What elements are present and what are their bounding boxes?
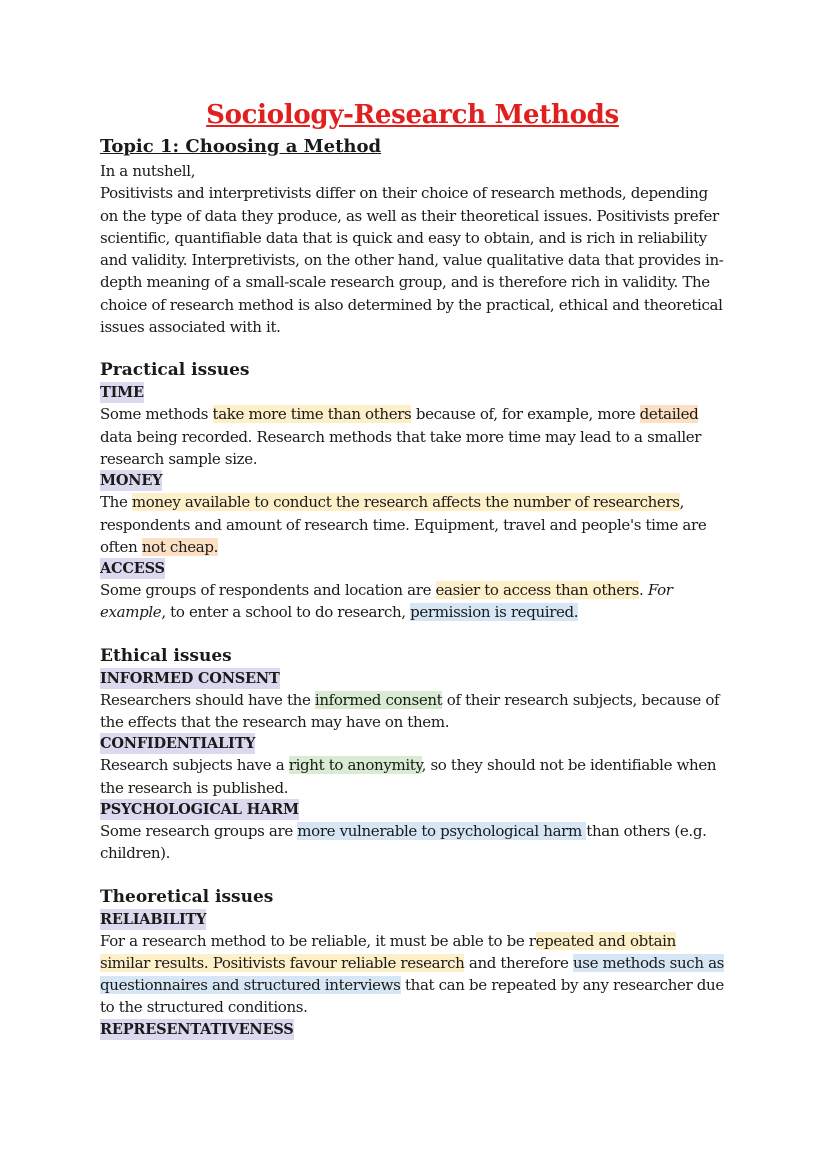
topic-heading: Topic 1: Choosing a Method <box>100 136 382 157</box>
issue-label: REPRESENTATIVENESS <box>100 1020 294 1038</box>
text-span: , so they should not be identifiable when the research is published. <box>100 756 717 797</box>
paragraph <box>100 930 725 1019</box>
paragraph <box>100 403 725 470</box>
highlighted-text: detailed <box>639 405 699 424</box>
issue-label-row <box>100 382 725 403</box>
paragraph <box>100 689 725 734</box>
intro <box>100 160 725 338</box>
paragraph <box>100 491 725 558</box>
document-page <box>100 98 725 1040</box>
issue-label-row <box>100 470 725 491</box>
text-span: , respondents and amount of research time. Equipment, travel and people's time are often <box>100 493 707 556</box>
highlighted-text: right to anonymity <box>288 756 422 775</box>
text-span: In a nutshell, <box>100 162 196 180</box>
issue-label: MONEY <box>100 472 163 490</box>
text-span: Some methods <box>100 405 213 424</box>
section-heading: Theoretical issues <box>100 886 274 907</box>
highlighted-text: money available to conduct the research affects the number of researchers <box>131 493 680 512</box>
text-span: because of, for example, more <box>411 405 640 424</box>
text-span: Research subjects have a <box>100 756 289 775</box>
paragraph <box>100 579 725 624</box>
issue-label-row <box>100 909 725 930</box>
text-span: For a research method to be reliable, it must be able to be r <box>100 931 536 950</box>
highlighted-text: not cheap. <box>141 537 219 556</box>
text-span: Some research groups are <box>100 821 298 840</box>
highlighted-text: take more time than others <box>212 405 412 424</box>
issue-label: RELIABILITY <box>100 910 207 928</box>
text-span: Researchers should have the <box>100 690 315 709</box>
text-span: that can be repeated by any researcher due to the structured conditions. <box>100 976 724 1017</box>
text-span: The <box>100 493 132 512</box>
paragraph <box>100 754 725 799</box>
highlighted-text: permission is required. <box>410 603 579 622</box>
paragraph <box>100 820 725 865</box>
section-heading: Ethical issues <box>100 645 232 666</box>
paragraph <box>100 182 725 338</box>
highlighted-text: epeated and obtain similar results. Positivists favour reliable research <box>100 931 676 972</box>
text-span: than others (e.g. children). <box>100 821 707 863</box>
text-span: Some groups of respondents and location are <box>100 581 436 600</box>
issue-label-row <box>100 733 725 754</box>
issue-label-row <box>100 1019 725 1040</box>
text-span: data being recorded. Research methods that take more time may lead to a smaller research sample size. <box>100 427 702 468</box>
text-span: and therefore <box>464 953 573 972</box>
issue-label: TIME <box>100 384 144 402</box>
highlighted-text: more vulnerable to psychological harm <box>297 821 587 840</box>
text-span: , to enter a school to do research, <box>161 603 411 622</box>
text-span: of their research subjects, because of the effects that the research may have on them. <box>100 690 720 732</box>
issue-label: ACCESS <box>100 560 165 578</box>
issue-label-row <box>100 558 725 579</box>
text-span: For example <box>100 581 673 622</box>
sections <box>100 358 725 1039</box>
issue-label: CONFIDENTIALITY <box>100 735 256 753</box>
issue-label: PSYCHOLOGICAL HARM <box>100 800 299 818</box>
issue-label: INFORMED CONSENT <box>100 669 280 687</box>
paragraph <box>100 160 725 182</box>
highlighted-text: informed consent <box>314 690 443 709</box>
section-heading: Practical issues <box>100 360 250 381</box>
text-span: Positivists and interpretivists differ on their choice of research methods, depending on the type of data they produce, as well as their theoretical issues. Positivists prefer scientific, quantifiable data that is quick and easy to obtain, and is rich in reliability and validity. Interpretivists, on the other hand, value qualitative data that provides in-depth meaning of a small-scale research group, and is therefore rich in validity. The choice of research method is also determined by the practical, ethical and theoretical issues associated with it. <box>100 184 724 337</box>
highlighted-text: easier to access than others <box>435 581 639 600</box>
issue-label-row <box>100 799 725 820</box>
document-title: Sociology-Research Methods <box>206 100 619 130</box>
text-span: . <box>639 581 648 600</box>
issue-label-row <box>100 668 725 689</box>
highlighted-text: use methods such as questionnaires and structured interviews <box>100 953 725 995</box>
